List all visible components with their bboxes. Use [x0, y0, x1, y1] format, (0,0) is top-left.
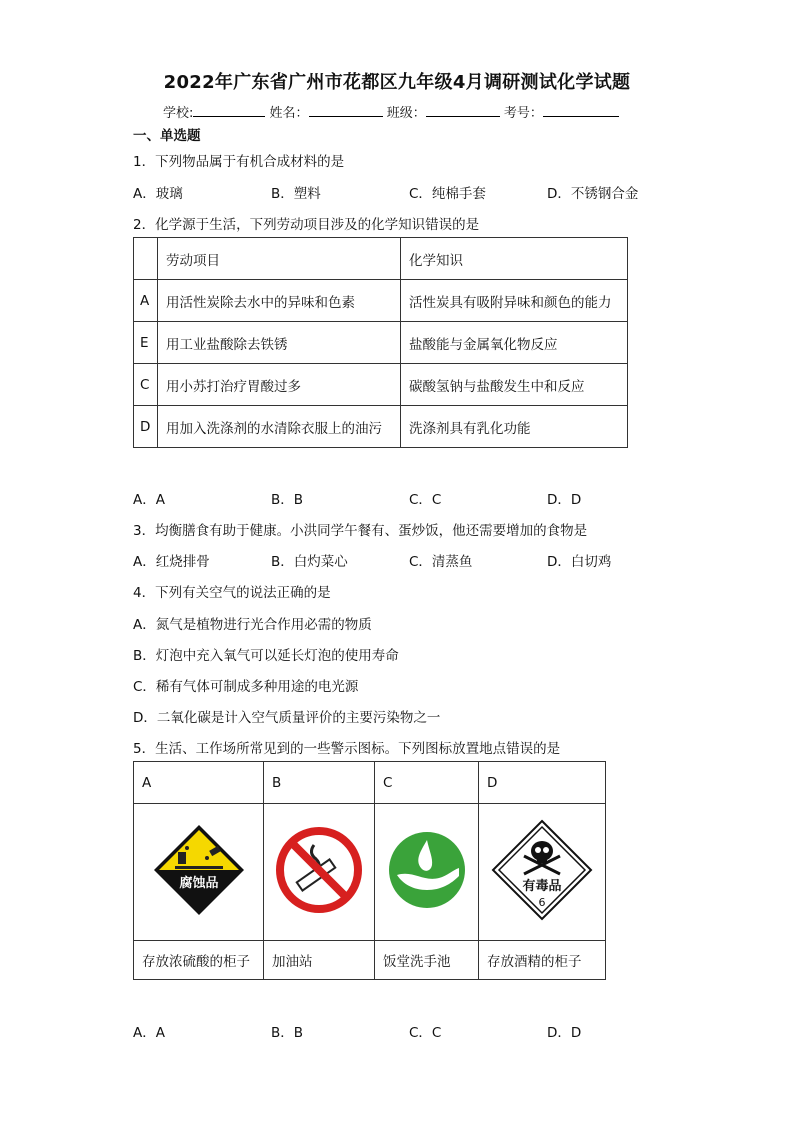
q1-option-d: D．不锈钢合金 [547, 186, 639, 202]
table-header-row [134, 238, 628, 280]
table-cell: 加油站 [264, 941, 375, 980]
section-heading: 一、单选题 [133, 128, 201, 144]
q1-option-b: B．塑料 [271, 186, 321, 202]
table-cell: 用小苏打治疗胃酸过多 [158, 364, 401, 406]
corrosive-sign-icon [151, 822, 247, 918]
table-cell [264, 804, 375, 941]
q4-option-b: B．灯泡中充入氧气可以延长灯泡的使用寿命 [133, 648, 399, 664]
toxic-sign-text: 有毒品 [522, 879, 562, 894]
student-info-line [163, 102, 619, 121]
q5-option-d: D．D [547, 1025, 582, 1041]
table-cell: 盐酸能与金属氧化物反应 [401, 322, 628, 364]
table-header-cell: A [134, 762, 264, 804]
q3-option-b: B．白灼菜心 [271, 554, 348, 570]
q5-option-b: B．B [271, 1025, 304, 1041]
table-cell: 用活性炭除去水中的异味和色素 [158, 280, 401, 322]
q5-option-c: C．C [409, 1025, 442, 1041]
table-row [134, 941, 606, 980]
q2-option-d: D．D [547, 492, 582, 508]
q5-option-a: A．A [133, 1025, 165, 1041]
table-header-cell: B [264, 762, 375, 804]
page-title: 2022年广东省广州市花都区九年级4月调研测试化学试题 [163, 72, 631, 93]
table-cell: 存放浓硫酸的柜子 [134, 941, 264, 980]
table-row [134, 406, 628, 448]
q1-stem: 1．下列物品属于有机合成材料的是 [133, 154, 345, 170]
table-cell: 存放酒精的柜子 [479, 941, 606, 980]
table-header-row [134, 762, 606, 804]
table-cell: D [134, 406, 158, 448]
toxic-sign-icon [490, 818, 594, 922]
q3-stem: 3．均衡膳食有助于健康。小洪同学午餐有、蛋炒饭，他还需要增加的食物是 [133, 523, 588, 539]
school-label: 学校: [163, 106, 194, 121]
corrosive-sign-text: 腐蚀品 [178, 876, 219, 891]
table-cell: C [134, 364, 158, 406]
q5-stem: 5．生活、工作场所常见到的一些警示图标。下列图标放置地点错误的是 [133, 741, 561, 757]
name-label: 姓名： [269, 106, 309, 121]
q1-option-a: A．玻璃 [133, 186, 183, 202]
q4-stem: 4．下列有关空气的说法正确的是 [133, 585, 331, 601]
school-blank [193, 103, 265, 117]
table-row [134, 364, 628, 406]
table-cell [479, 804, 606, 941]
table-row [134, 280, 628, 322]
q5-table [133, 761, 606, 980]
water-saving-icon [387, 830, 467, 910]
table-cell: 用加入洗涤剂的水清除衣服上的油污 [158, 406, 401, 448]
id-label: 考号： [503, 106, 543, 121]
table-header-cell: C [375, 762, 479, 804]
table-cell: A [134, 280, 158, 322]
q3-option-d: D．白切鸡 [547, 554, 612, 570]
table-cell: 洗涤剂具有乳化功能 [401, 406, 628, 448]
q2-option-b: B．B [271, 492, 304, 508]
q1-option-c: C．纯棉手套 [409, 186, 486, 202]
table-header-cell: 劳动项目 [158, 238, 401, 280]
class-blank [426, 103, 500, 117]
q3-option-a: A．红烧排骨 [133, 554, 210, 570]
q2-option-c: C．C [409, 492, 442, 508]
q2-option-a: A．A [133, 492, 165, 508]
table-cell: 饭堂洗手池 [375, 941, 479, 980]
table-cell [134, 238, 158, 280]
no-smoking-icon [274, 825, 364, 915]
table-row [134, 804, 606, 941]
table-cell: E [134, 322, 158, 364]
table-header-cell: D [479, 762, 606, 804]
toxic-class-number: 6 [538, 896, 546, 909]
q2-table [133, 237, 628, 448]
q2-stem: 2．化学源于生活，下列劳动项目涉及的化学知识错误的是 [133, 217, 480, 233]
table-row [134, 322, 628, 364]
table-cell: 用工业盐酸除去铁锈 [158, 322, 401, 364]
q3-option-c: C．清蒸鱼 [409, 554, 473, 570]
q4-option-a: A．氮气是植物进行光合作用必需的物质 [133, 617, 372, 633]
table-cell: 碳酸氢钠与盐酸发生中和反应 [401, 364, 628, 406]
q4-option-d: D．二氧化碳是计入空气质量评价的主要污染物之一 [133, 710, 441, 726]
q4-option-c: C．稀有气体可制成多种用途的电光源 [133, 679, 359, 695]
table-cell [134, 804, 264, 941]
table-cell: 活性炭具有吸附异味和颜色的能力 [401, 280, 628, 322]
id-blank [543, 103, 619, 117]
class-label: 班级： [386, 106, 426, 121]
name-blank [309, 103, 383, 117]
table-header-cell: 化学知识 [401, 238, 628, 280]
table-cell [375, 804, 479, 941]
